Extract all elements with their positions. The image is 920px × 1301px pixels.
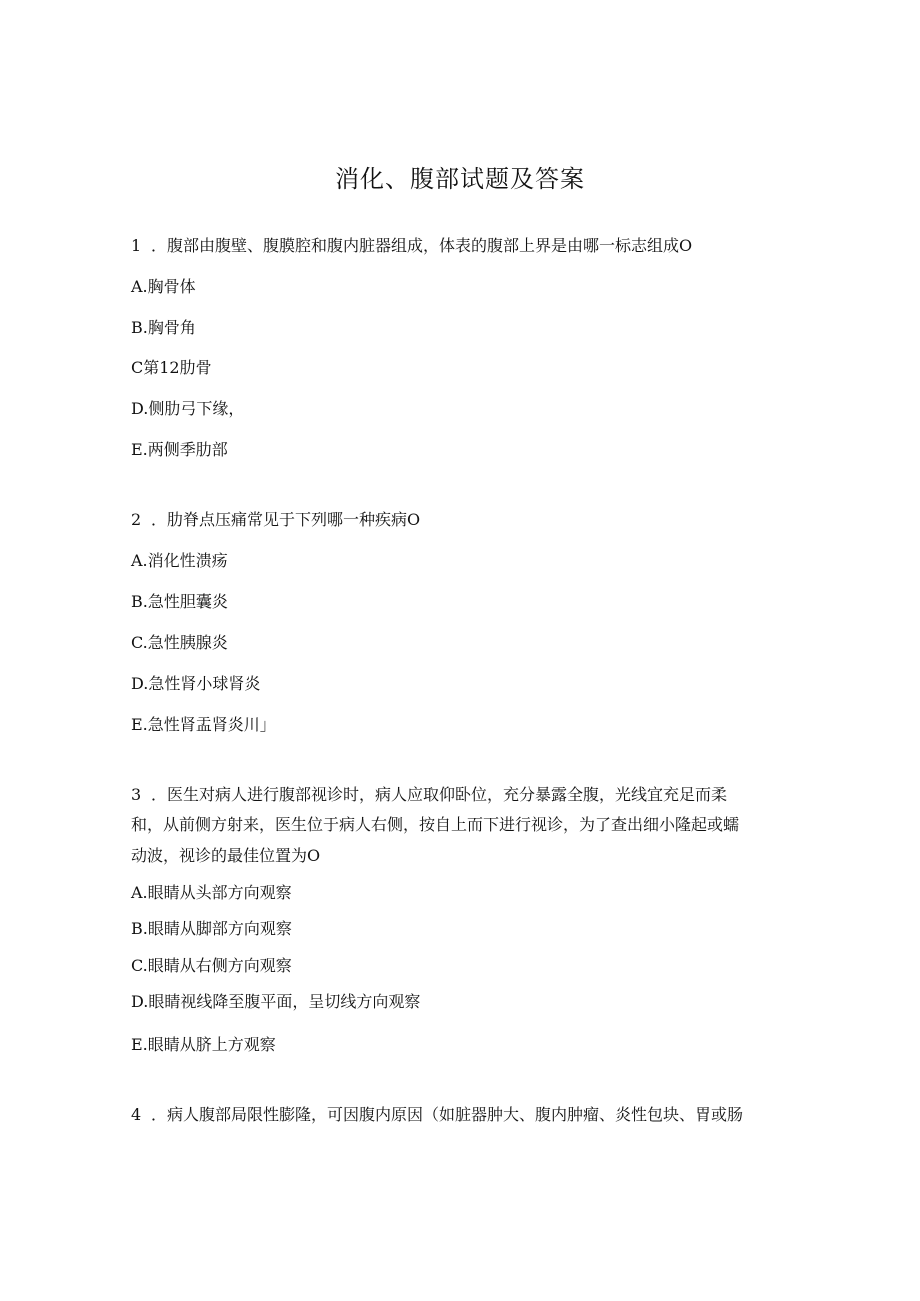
question-1-stem [131, 235, 692, 257]
question-text: ．肋脊点压痛常见于下列哪一种疾病O [151, 510, 421, 529]
question-3-stem-line-2: 和，从前侧方射来，医生位于病人右侧，按自上而下进行视诊，为了查出细小隆起或蠕 [131, 815, 740, 834]
question-1-option-e: E.两侧季肋部 [131, 440, 228, 459]
question-3-option-b: B.眼睛从脚部方向观察 [131, 919, 292, 938]
question-2-option-d: D.急性肾小球肾炎 [131, 674, 261, 693]
question-3-stem-line-3: 动波，视诊的最佳位置为O [131, 846, 321, 865]
question-text: ．腹部由腹壁、腹膜腔和腹内脏器组成，体表的腹部上界是由哪一标志组成O [151, 236, 693, 255]
question-2-option-c: C.急性胰腺炎 [131, 633, 228, 652]
question-number: 1 [131, 236, 142, 255]
question-number: 3 [131, 785, 142, 804]
question-2-option-a: A.消化性溃疡 [131, 551, 228, 570]
question-3-option-c: C.眼睛从右侧方向观察 [131, 956, 292, 975]
question-number: 2 [131, 510, 142, 529]
question-3-option-e: E.眼睛从脐上方观察 [131, 1035, 276, 1054]
question-1-option-a: A.胸骨体 [131, 277, 196, 296]
question-text: ．医生对病人进行腹部视诊时，病人应取仰卧位，充分暴露全腹，光线宜充足而柔 [151, 785, 728, 804]
question-4-stem [131, 1104, 743, 1126]
question-1-option-c: C第12肋骨 [131, 358, 212, 377]
question-2-stem [131, 509, 420, 531]
question-number: 4 [131, 1105, 142, 1124]
question-3-option-a: A.眼睛从头部方向观察 [131, 883, 292, 902]
question-2-option-e: E.急性肾盂肾炎川」 [131, 715, 276, 734]
question-text: ．病人腹部局限性膨隆，可因腹内原因（如脏器肿大、腹内肿瘤、炎性包块、胃或肠 [151, 1105, 744, 1124]
question-2-option-b: B.急性胆囊炎 [131, 592, 228, 611]
document-title: 消化、腹部试题及答案 [335, 165, 585, 193]
question-3-option-d: D.眼睛视线降至腹平面，呈切线方向观察 [131, 992, 421, 1011]
question-3-stem [131, 784, 727, 806]
question-1-option-b: B.胸骨角 [131, 318, 196, 337]
question-1-option-d: D.侧肋弓下缘， [131, 399, 245, 418]
